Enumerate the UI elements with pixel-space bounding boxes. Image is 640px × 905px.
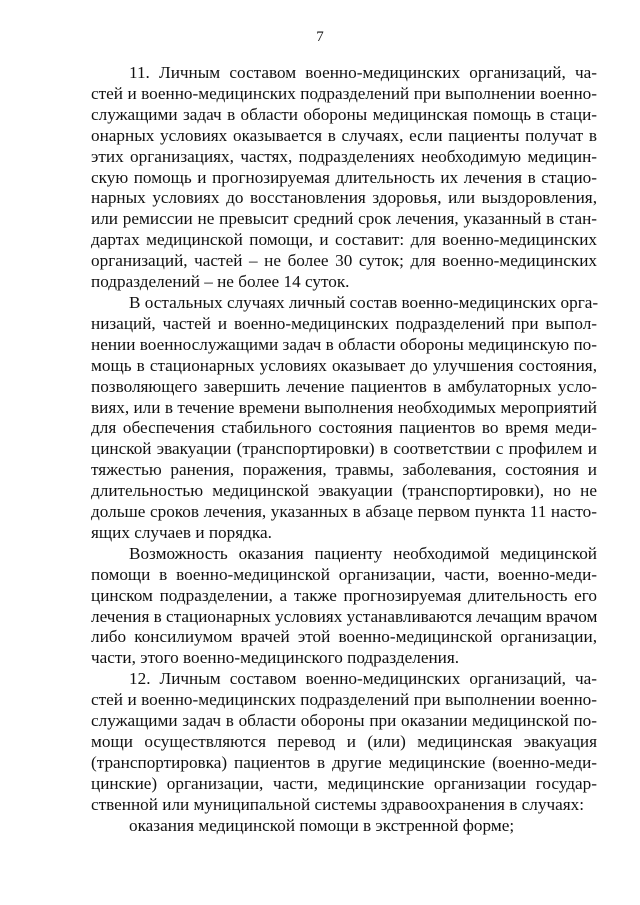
text-line: либо консилиумом врачей этой военно-медицинской организации, — [91, 627, 597, 647]
text-line: цинские) организации, части, медицинские организации государ- — [91, 773, 597, 793]
text-line: нарных условиях до восстановления здоровья, или выздоровления, — [91, 188, 597, 208]
text-line: тяжестью ранения, поражения, травмы, заболевания, состояния и — [91, 460, 597, 480]
paragraph — [91, 816, 597, 837]
text-line: оказания медицинской помощи в экстренной форме; — [129, 815, 515, 835]
text-line: виях, или в течение времени выполнения необходимых мероприятий — [91, 397, 597, 417]
text-line: для обеспечения стабильного состояния пациентов во время меди- — [91, 418, 597, 438]
text-line: длительностью медицинской эвакуации (транспортировки), но не — [91, 481, 597, 501]
text-line: части, этого военно-медицинского подразделения. — [91, 648, 460, 668]
text-line: этих организациях, частях, подразделениях необходимую медицин- — [91, 146, 597, 166]
text-line: стей и военно-медицинских подразделений при выполнении военно- — [91, 83, 597, 103]
text-line: или ремиссии не превысит средний срок лечения, указанный в стан- — [91, 209, 597, 229]
text-line: цинском подразделении, а также прогнозируемая длительность его — [91, 585, 597, 605]
text-line: ящих случаев и порядка. — [91, 522, 272, 542]
text-line: Возможность оказания пациенту необходимой медицинской — [129, 543, 597, 563]
text-line: (транспортировка) пациентов в другие медицинские (военно-меди- — [91, 752, 597, 772]
text-line: организаций, частей – не более 30 суток; для военно-медицинских — [91, 251, 597, 271]
text-line: помощи в военно-медицинской организации, части, военно-меди- — [91, 564, 597, 584]
text-line: 12. Личным составом военно-медицинских организаций, ча- — [129, 669, 597, 689]
text-line: В остальных случаях личный состав военно-медицинских орга- — [129, 292, 599, 312]
text-line: низаций, частей и военно-медицинских подразделений при выпол- — [91, 313, 597, 333]
text-line: ственной или муниципальной системы здравоохранения в случаях: — [91, 794, 584, 814]
paragraph — [91, 63, 597, 293]
text-line: дольше сроков лечения, указанных в абзаце первом пункта 11 насто- — [91, 502, 597, 522]
text-line: лечения в стационарных условиях устанавливаются лечащим врачом — [91, 606, 598, 626]
text-line: цинской эвакуации (транспортировки) в соответствии с профилем и — [91, 439, 597, 459]
text-line: дартах медицинской помощи, и составит: для военно-медицинских — [91, 230, 597, 250]
text-line: мощи осуществляются перевод и (или) медицинская эвакуация — [91, 732, 597, 751]
text-line: стей и военно-медицинских подразделений при выполнении военно- — [91, 690, 597, 710]
paragraph — [91, 544, 597, 669]
text-line: мощь в стационарных условиях оказывает до улучшения состояния, — [91, 355, 597, 375]
text-line: служащими задач в области обороны медицинская помощь в стаци- — [91, 104, 597, 124]
document-body — [91, 63, 597, 837]
text-line: позволяющего завершить лечение пациентов в амбулаторных усло- — [91, 376, 597, 396]
paragraph — [91, 669, 597, 815]
text-line: 11. Личным составом военно-медицинских организаций, ча- — [129, 63, 597, 82]
text-line: онарных условиях оказывается в случаях, если пациенты получат в — [91, 125, 597, 145]
paragraph — [91, 293, 597, 544]
page-number: 7 — [316, 29, 324, 45]
text-line: нении военнослужащими задач в области обороны медицинскую по- — [91, 334, 597, 354]
text-line: служащими задач в области обороны при оказании медицинской по- — [91, 711, 597, 731]
text-line: скую помощь и прогнозируемая длительность их лечения в стацио- — [91, 167, 597, 187]
text-line: подразделений – не более 14 суток. — [91, 272, 350, 292]
